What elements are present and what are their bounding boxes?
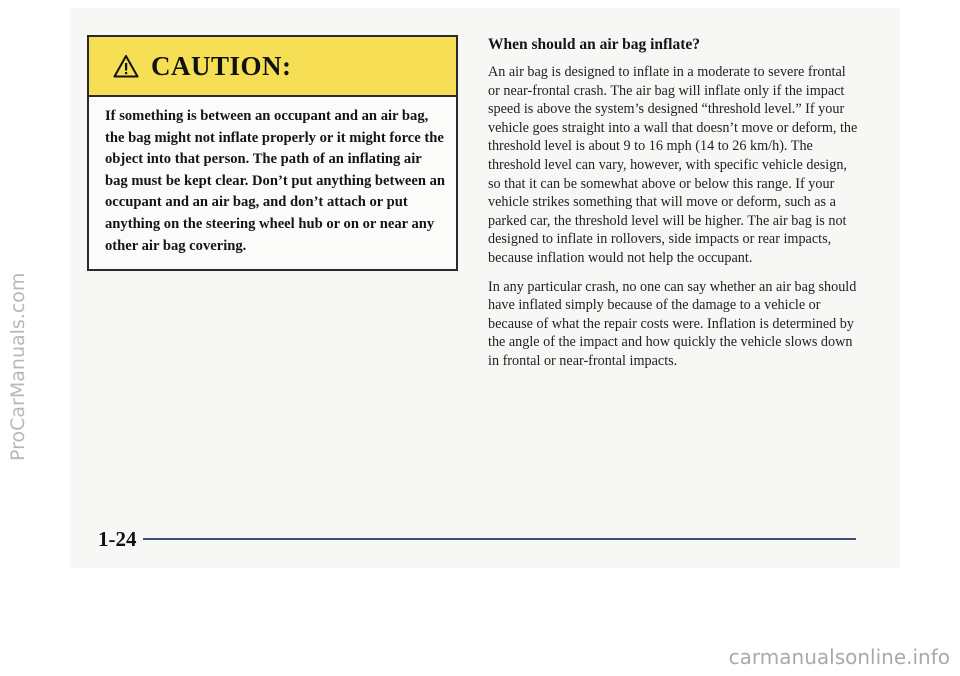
warning-triangle-icon xyxy=(113,54,139,78)
page-number: 1-24 xyxy=(98,526,137,551)
footer-rule xyxy=(143,538,857,540)
paragraph-threshold: An air bag is designed to inflate in a moderate to severe frontal or near-frontal crash. The air bag will inflate only if the impact speed is above the system’s designed “threshold level.” If your vehicle goes straight into a wall that doesn’t move or deform, the threshold level is about 9 to 16 mph (14 to 26 km/h). The threshold level can vary, however, with specific vehicle design, so that it can be somewhat above or below this range. If your vehicle strikes something that will move or deform, such as a parked car, the threshold level will be higher. The air bag is not designed to inflate in rollovers, side impacts or rear impacts, because inflation would not help the occupant. xyxy=(488,64,858,266)
section-heading: When should an air bag inflate? xyxy=(488,36,701,53)
paragraph-inflation: In any particular crash, no one can say whether an air bag should have inflated simply because of the damage to a vehicle or because of what the repair costs were. Inflation is determined by the angle of the impact and how quickly the vehicle slows down in frontal or near-frontal impacts. xyxy=(488,278,857,369)
page-footer xyxy=(98,527,856,551)
caution-header xyxy=(89,37,456,97)
content-column xyxy=(488,35,860,381)
caution-text: If something is between an occupant and an air bag, the bag might not inflate properly or it might force the object into that person. The path of an inflating air bag must be kept clear. Don’t put anything between an occupant and an air bag, and don’t attach or put anything on the steering wheel hub or on or near any other air bag covering. xyxy=(105,108,446,254)
caution-title: CAUTION: xyxy=(151,50,292,81)
watermark-carmanualsonline: carmanualsonline.info xyxy=(728,645,950,669)
watermark-procarmanuals: ProCarManuals.com xyxy=(7,272,29,461)
caution-box xyxy=(87,35,458,271)
